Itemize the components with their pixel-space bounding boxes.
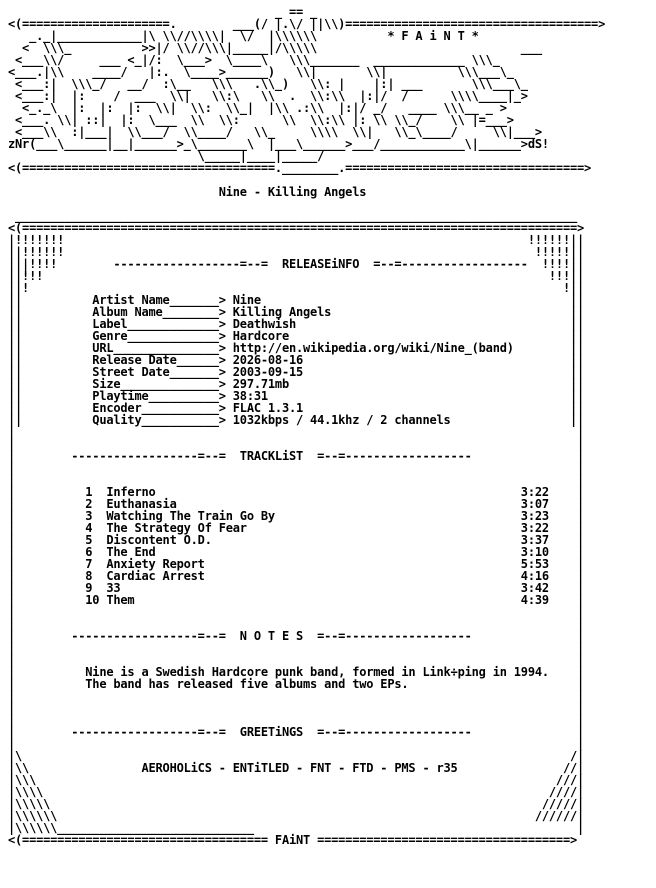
section-notes: | ------------------=--= N O T E S =--=------------------ | <box>8 629 585 643</box>
frame-decoration: | | <box>8 437 585 451</box>
logo-art-line: <___:| \\\_/ __/ :\__ \\\ .\\_) \\: | |:| ___ \\\___\_ <box>8 77 528 91</box>
logo-art-line: <(====================================.________.==================================> <box>8 161 592 175</box>
track-row: | 5 Discontent O.D. 3:37 | <box>8 533 585 547</box>
logo-art-line: <___. \\| ::| |: \___ \\ \\: \\ \\:\\ |: \\ \\_/ \\ |=___> <box>8 113 514 127</box>
frame-decoration: ||!!! !!!|| <box>8 269 585 283</box>
release-field: || Genre_____________> Hardcore || <box>8 329 585 343</box>
logo-art-line: <_._\ |: |: |: \\| \\: \\_| |\\ .:\\ |:|/ _/ ____ \\\__ _ > <box>8 101 507 115</box>
track-row: | 10 Them 4:39 | <box>8 593 585 607</box>
release-field: || Street Date_______> 2003-09-15 || <box>8 365 585 379</box>
frame-decoration: |\ /| <box>8 749 585 763</box>
track-row: | 1 Inferno 3:22 | <box>8 485 585 499</box>
release-field: || Size______________> 297.71mb || <box>8 377 585 391</box>
frame-decoration: | | <box>8 461 585 475</box>
logo-art-line: <___\\/ ___ <_|/: \___> \____\ \\\_______ _____________ \\\_ <box>8 53 500 67</box>
section-greetings: | ------------------=--= GREETiNGS =--=------------------ | <box>8 725 585 739</box>
release-field: || Artist Name_______> Nine || <box>8 293 585 307</box>
track-row: | 9 33 3:42 | <box>8 581 585 595</box>
logo-art-line: zNr(___\______|__|______>_\_______\ |___\______>___/____________\|______>dS! <box>8 137 549 151</box>
frame-decoration: | | <box>8 641 585 655</box>
frame-decoration: | | <box>8 617 585 631</box>
frame-top: <(===============================================================================> <box>8 221 585 235</box>
release-field: || Release Date______> 2026-08-16 || <box>8 353 585 367</box>
greetings-text: |\\ AEROHOLiCS - ENTiTLED - FNT - FTD - PMS - r35 //| <box>8 761 585 775</box>
track-row: | 7 Anxiety Report 5:53 | <box>8 557 585 571</box>
release-field: || Album Name________> Killing Angels || <box>8 305 585 319</box>
track-row: | 3 Watching The Train Go By 3:23 | <box>8 509 585 523</box>
logo-art-line: _ == _ <box>8 5 318 19</box>
section-tracklist: | ------------------=--= TRACKLiST =--=------------------ | <box>8 449 585 463</box>
frame-decoration: | | <box>8 701 585 715</box>
frame-decoration: ||! !|| <box>8 281 585 295</box>
frame-decoration: |\\\\\\ //////| <box>8 809 585 823</box>
frame-decoration: | | <box>8 689 585 703</box>
frame-top-rule: ________________________________________________________________________________ <box>8 209 577 223</box>
track-row: | 2 Euthanasia 3:07 | <box>8 497 585 511</box>
release-field: || Playtime__________> 38:31 || <box>8 389 585 403</box>
release-field: || URL_______________> http://en.wikipedia.org/wiki/Nine_(band) || <box>8 341 585 355</box>
logo-art-line: <___:| |: / ___ \\| \\:\ \\ . \\:\\ |:|/ / \\\\____|_> <box>8 89 528 103</box>
frame-bottom-rule: |\\\\\\____________________________ | <box>8 821 585 835</box>
release-field: || Encoder___________> FLAC 1.3.1 || <box>8 401 585 415</box>
logo-art-line: \_____|____|_____/ <box>8 149 325 163</box>
section-releaseinfo: |||!!!! ------------------=--= RELEASEiNFO =--=------------------ !!!!|| <box>8 257 585 271</box>
track-row: | 6 The End 3:10 | <box>8 545 585 559</box>
logo-art-line: <___\\ :|___| \\___/ \\____/ \\_ \\\\ \\| \\_\____/ \\|___> <box>8 125 542 139</box>
frame-decoration: |\\\ ///| <box>8 773 585 787</box>
frame-decoration: | | <box>8 425 585 439</box>
track-row: | 4 The Strategy Of Fear 3:22 | <box>8 521 585 535</box>
frame-decoration: | | <box>8 713 585 727</box>
frame-decoration: |\\\\ ////| <box>8 785 585 799</box>
release-field: || Quality___________> 1032kbps / 44.1khz / 2 channels || <box>8 413 585 427</box>
release-title: Nine - Killing Angels <box>8 185 367 199</box>
frame-bottom: <(=================================== FAiNT ====================================> <box>8 833 577 847</box>
frame-decoration: | | <box>8 653 585 667</box>
notes-text: | The band has released five albums and two EPs. | <box>8 677 585 691</box>
frame-decoration: |\\\\\ /////| <box>8 797 585 811</box>
frame-decoration: ||!!!!!! !!!!!|| <box>8 245 585 259</box>
frame-decoration: | | <box>8 605 585 619</box>
frame-decoration: | | <box>8 737 585 751</box>
frame-decoration: | | <box>8 473 585 487</box>
track-row: | 8 Cardiac Arrest 4:16 | <box>8 569 585 583</box>
logo-art-line: < \\\_ >>|/ \\//\\\|_____|/\\\\\ ___ <box>8 41 542 55</box>
release-field: || Label_____________> Deathwish || <box>8 317 585 331</box>
notes-text: | Nine is a Swedish Hardcore punk band, formed in Link÷ping in 1994. | <box>8 665 585 679</box>
frame-decoration: |!!!!!!! !!!!!!|| <box>8 233 585 247</box>
logo-art-line: <___.|\\ ____/ |:. \____>______) \\| \\| \\\___\_ <box>8 65 514 79</box>
logo-art-line: _._|____________|\ \\//\\\\| \/ |\\\\\\ * F A i N T * <box>8 29 479 43</box>
logo-art-line: <(=====================. ___(/ |.\/ ||\\)====================================> <box>8 17 606 31</box>
